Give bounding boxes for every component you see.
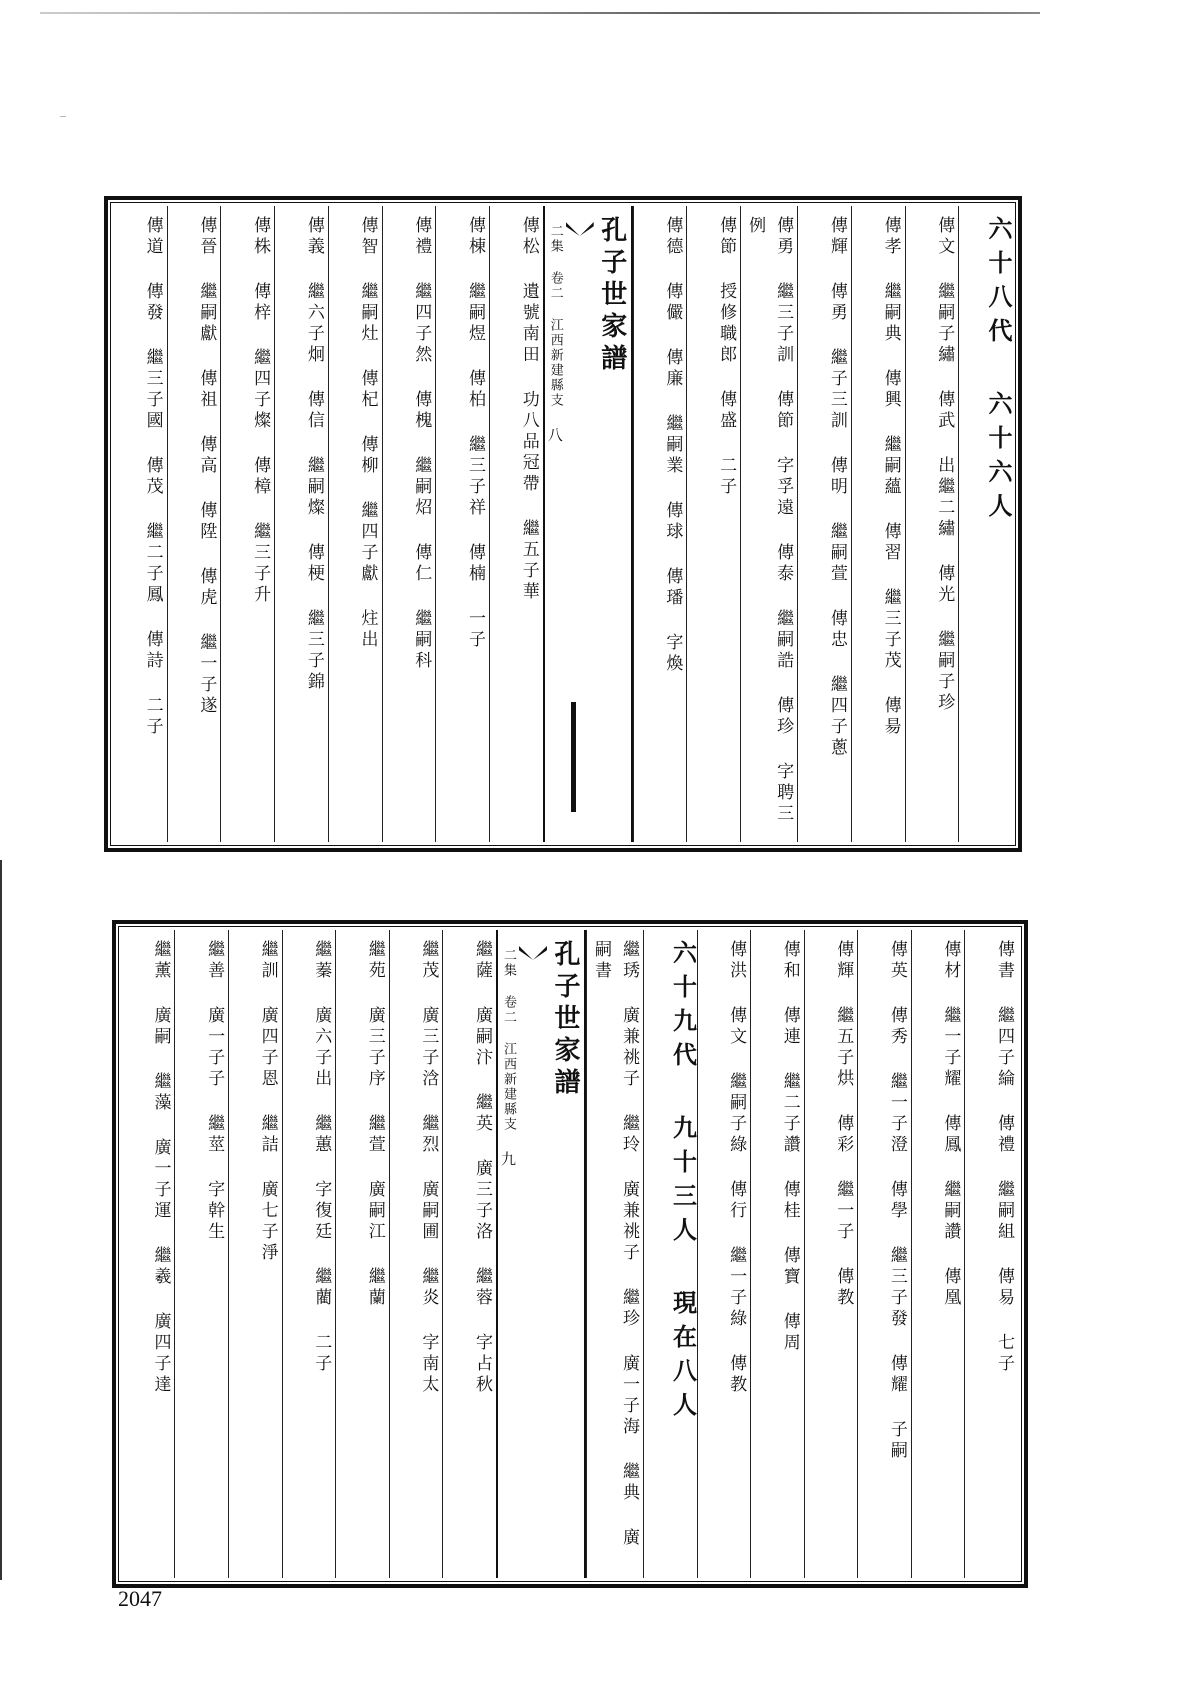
bottom-col-l0: 繼薩 廣嗣汴 繼英 廣三子洛 繼蓉 字占秋 (442, 930, 496, 1578)
page-number: 2047 (118, 1586, 162, 1611)
top-center-band (543, 206, 633, 842)
top-band-rule (571, 702, 576, 812)
top-col-l3: 傳智 繼嗣灶 傳杞 傳柳 繼四子獻 炷出 (328, 206, 382, 842)
top-leaf-number: 八 (545, 427, 564, 442)
top-col-l7: 傳道 傳發 繼三子國 傳茂 繼二子鳳 傳詩 二子 (142, 216, 163, 738)
bottom-book-title: 孔子世家譜 (549, 940, 580, 1100)
top-col-r5: 傳節 授修職郎 傳盛 二子 (686, 206, 740, 842)
bottom-page-frame (112, 920, 1028, 1588)
scan-left-edge (0, 860, 2, 1580)
bottom-columns (122, 930, 1018, 1578)
bottom-col-r7: 繼琇 廣兼祧子 繼玲 廣兼祧子 繼珍 廣一子海 繼典 廣嗣書 (586, 930, 643, 1578)
top-page-frame (104, 196, 1022, 852)
bottom-col-l3: 繼蓁 廣六子出 繼蕙 字復廷 繼藺 二子 (282, 930, 336, 1578)
bottom-col-r2: 傳英 傳秀 繼一子澄 傳學 繼三子發 傳耀 子嗣 (857, 930, 911, 1578)
bottom-col-r1: 傳材 繼一子耀 傳鳳 繼嗣讚 傳凰 (911, 930, 965, 1578)
top-col-r1: 傳文 繼嗣子繡 傳武 出繼二繡 傳光 繼嗣子珍 (905, 206, 959, 842)
top-col-l5: 傳株 傳梓 繼四子燦 傳樟 繼三子升 (220, 206, 274, 842)
scan-mark (60, 116, 66, 117)
top-col-l2: 傳禮 繼四子然 傳槐 繼嗣炤 傳仁 繼嗣科 (382, 206, 436, 842)
bottom-col-l6: 繼薰 廣嗣 繼藻 廣一子運 繼羲 廣四子達 (150, 940, 171, 1396)
bottom-col-l1: 繼茂 廣三子浛 繼烈 廣嗣圃 繼炎 字南太 (389, 930, 443, 1578)
scan-top-edge (40, 12, 1040, 14)
top-col-r2: 傳孝 繼嗣典 傳興 繼嗣蘊 傳習 繼三子茂 傳昜 (851, 206, 905, 842)
top-col-r0: 六十八代 六十六人 (958, 206, 1012, 842)
bottom-col-r0: 傳書 繼四子綸 傳禮 繼嗣組 傳易 七子 (964, 930, 1018, 1578)
bottom-col-r3: 傳輝 繼五子烘 傳彩 繼一子 傳教 (804, 930, 858, 1578)
bottom-col-r6: 六十九代 九十三人 現在八人 (643, 930, 697, 1578)
top-col-l1: 傳棟 繼嗣煜 傳柏 繼三子祥 傳楠 一子 (435, 206, 489, 842)
top-col-r3: 傳輝 傳勇 繼子三訓 傳明 繼嗣萱 傳忠 繼四子蔥 (797, 206, 851, 842)
fish-tail-icon (519, 946, 547, 960)
bottom-center-band (496, 930, 586, 1578)
top-book-title: 孔子世家譜 (596, 216, 627, 376)
top-col-l6: 傳晉 繼嗣獻 傳祖 傳高 傳陞 傳虎 繼一子遂 (167, 206, 221, 842)
bottom-col-l5: 繼善 廣一子子 繼莖 字幹生 (174, 930, 228, 1578)
bottom-col-r4: 傳和 傳連 繼二子讚 傳桂 傳寶 傳周 (750, 930, 804, 1578)
bottom-volume-line: 二集 卷二 江西新建縣支 (500, 948, 516, 1132)
top-col-l4: 傳義 繼六子炯 傳信 繼嗣燦 傳梗 繼三子錦 (274, 206, 328, 842)
top-columns (114, 206, 1012, 842)
top-col-l0: 傳松 遺號南田 功八品冠帶 繼五子華 (489, 206, 543, 842)
bottom-col-l2: 繼苑 廣三子序 繼萱 廣嗣江 繼蘭 (335, 930, 389, 1578)
bottom-col-l4: 繼訓 廣四子恩 繼詰 廣七子淨 (228, 930, 282, 1578)
top-col-r4: 傳勇 繼三子訓 傳節 字孚遠 傳泰 繼嗣誥 傳珍 字聘三例 (740, 206, 797, 842)
bottom-col-r5: 傳洪 傳文 繼嗣子綠 傳行 繼一子綠 傳教 (697, 930, 751, 1578)
bottom-leaf-number: 九 (498, 1151, 517, 1166)
top-col-r6: 傳德 傳儼 傳廉 繼嗣業 傳球 傳璠 字煥 (633, 206, 687, 842)
top-volume-line: 二集 卷二 江西新建縣支 (547, 224, 563, 408)
fish-tail-icon (566, 222, 594, 236)
